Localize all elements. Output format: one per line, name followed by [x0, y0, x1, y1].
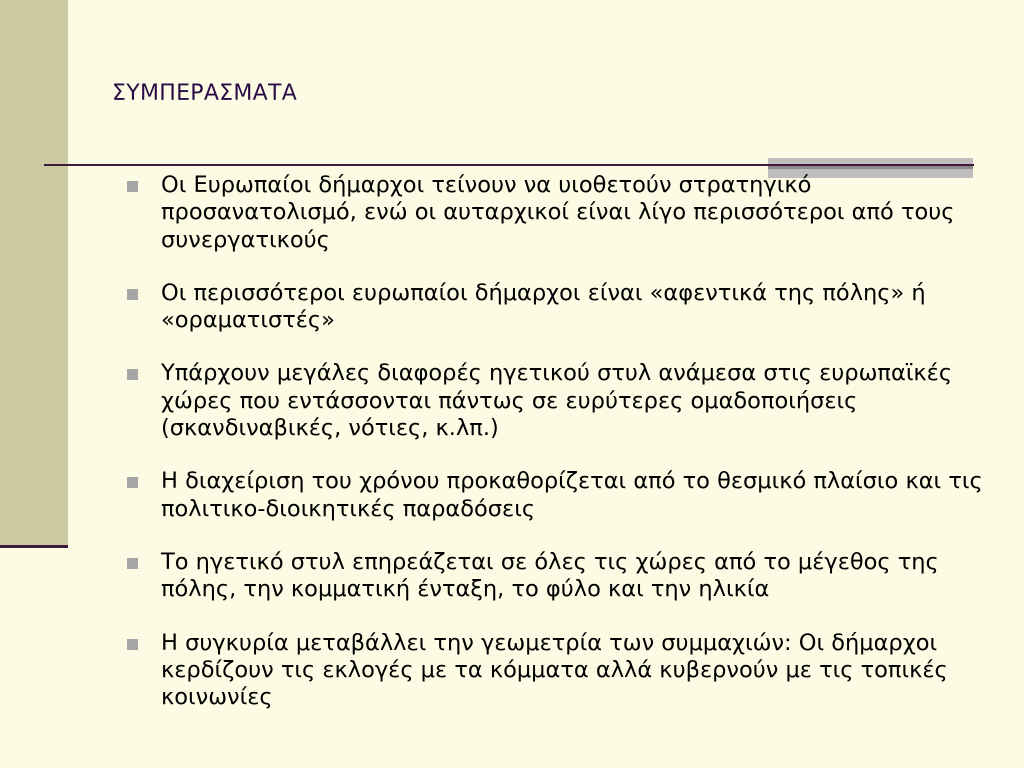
- square-bullet-icon: [127, 369, 138, 380]
- bullet-text: Υπάρχουν μεγάλες διαφορές ηγετικού στυλ ανάμεσα στις ευρωπαϊκές χώρες που εντάσσονται πάντως σε ευρύτερες ομαδοποιήσεις (σκανδιναβικές, νότιες, κ.λπ.): [161, 360, 953, 442]
- square-bullet-icon: [127, 289, 138, 300]
- bullet-text: Η συγκυρία μεταβάλλει την γεωμετρία των συμμαχιών: Οι δήμαρχοι κερδίζουν τις εκλογές με τα κόμματα αλλά κυβερνούν με τις τοπικές κοινωνίες: [161, 629, 948, 711]
- bullet-item-6: [124, 630, 984, 712]
- decorative-side-bar: [0, 0, 68, 545]
- square-bullet-icon: [127, 639, 138, 650]
- bullet-text: Οι περισσότεροι ευρωπαίοι δήμαρχοι είναι «αφεντικά της πόλης» ή «οραματιστές»: [161, 279, 926, 334]
- bullet-list: [124, 172, 984, 737]
- bullet-text: Το ηγετικό στυλ επηρεάζεται σε όλες τις χώρες από το μέγεθος της πόλης, την κομματική ένταξη, το φύλο και την ηλικία: [161, 548, 939, 603]
- bullet-text: Οι Ευρωπαίοι δήμαρχοι τείνουν να υιοθετούν στρατηγικό προσανατολισμό, ενώ οι αυταρχικοί είναι λίγο περισσότεροι από τους συνεργατικούς: [161, 172, 955, 253]
- title-rule: [44, 164, 974, 166]
- bullet-text: Η διαχείριση του χρόνου προκαθορίζεται από το θεσμικό πλαίσιο και τις πολιτικο-διοικητικές παραδόσεις: [161, 468, 983, 522]
- square-bullet-icon: [127, 558, 138, 569]
- bullet-item-2: [124, 280, 984, 335]
- square-bullet-icon: [127, 181, 138, 192]
- bullet-item-3: [124, 360, 984, 442]
- bullet-item-4: [124, 468, 984, 523]
- bullet-item-5: [124, 549, 984, 604]
- decorative-side-bar-line: [0, 545, 68, 548]
- slide-title: ΣΥΜΠΕΡΑΣΜΑΤΑ: [112, 81, 298, 106]
- square-bullet-icon: [127, 477, 138, 488]
- bullet-item-1: [124, 172, 984, 254]
